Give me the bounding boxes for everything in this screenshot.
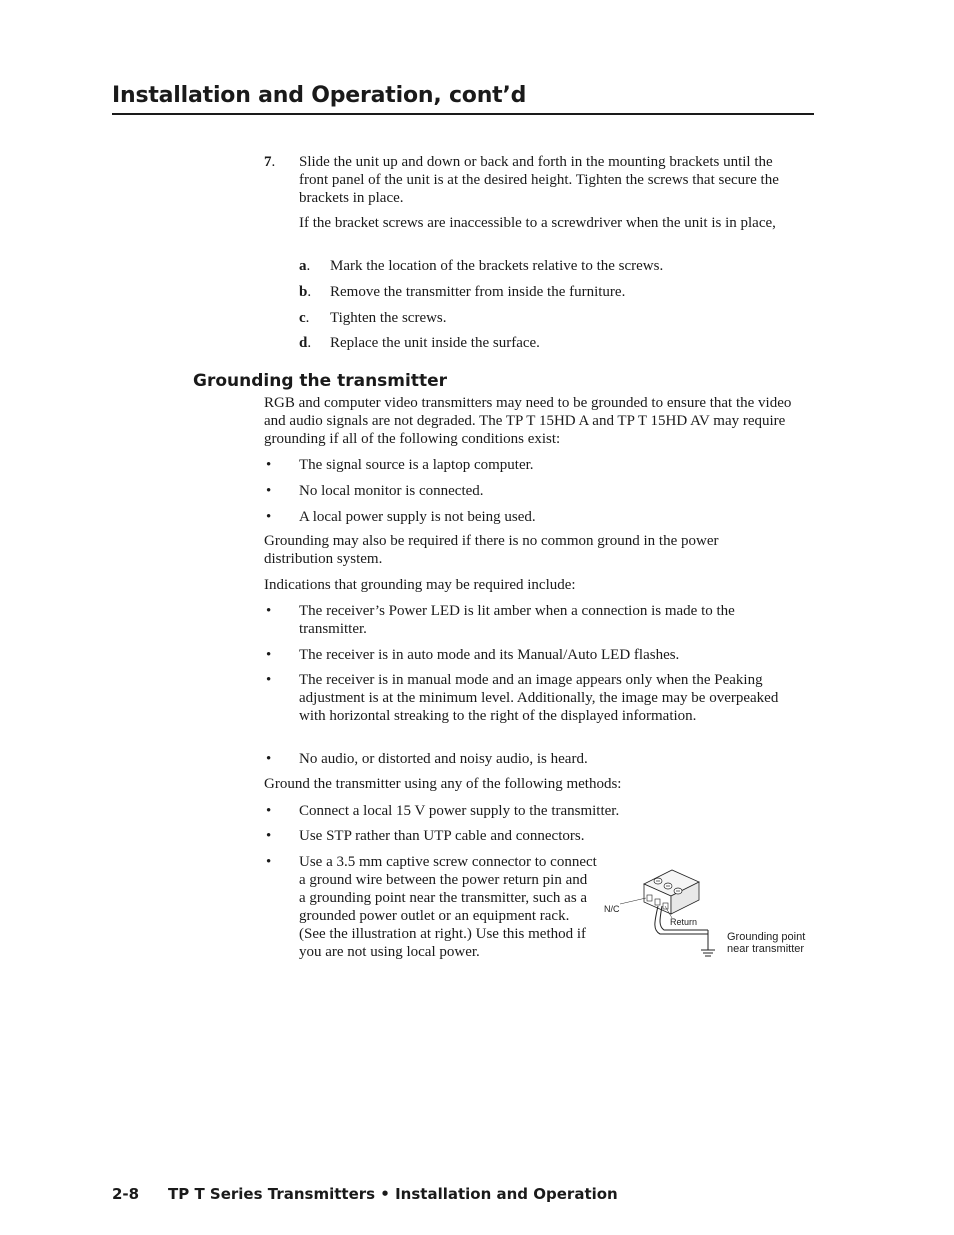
substep-letter: d. <box>299 335 312 351</box>
list-item: Use STP rather than UTP cable and connectors. <box>299 828 585 844</box>
also-paragraph: Grounding may also be required if there is no common ground in the power distribution system. <box>264 533 719 567</box>
bullet: • <box>266 509 272 525</box>
list-item: The receiver is in manual mode and an image appears only when the Peaking adjustment is at the minimum level. Additionally, the image may be overpeaked with horizontal streaking to the right of the displayed information. <box>299 672 779 724</box>
list-item: A local power supply is not being used. <box>299 509 536 525</box>
bullet: • <box>266 803 272 819</box>
list-item: The receiver’s Power LED is lit amber when a connection is made to the transmitter. <box>299 603 735 637</box>
methods-intro: Ground the transmitter using any of the following methods: <box>264 776 622 792</box>
ground-wire <box>655 906 708 950</box>
list-item: Use a 3.5 mm captive screw connector to connect a ground wire between the power return pin and a grounding point near the transmitter, such as a grounded power outlet or an equipment rack. (See the illustration at right.) Use this method if you are not using local power. <box>299 854 597 960</box>
bullet: • <box>266 751 272 767</box>
bullet: • <box>266 828 272 844</box>
bullet: • <box>266 483 272 499</box>
intro-paragraph: RGB and computer video transmitters may need to be grounded to ensure that the video and audio signals are not degraded. The TP T 15HD A and TP T 15HD AV may require grounding if all of the following conditions exist: <box>264 395 792 447</box>
substep-text: Replace the unit inside the surface. <box>330 335 540 351</box>
label-nc: N/C <box>604 904 620 914</box>
list-item: No local monitor is connected. <box>299 483 484 499</box>
list-item: The receiver is in auto mode and its Manual/Auto LED flashes. <box>299 647 680 663</box>
substep-text: Mark the location of the brackets relative to the screws. <box>330 258 664 274</box>
substep-letter: c. <box>299 310 310 326</box>
list-item: Connect a local 15 V power supply to the transmitter. <box>299 803 620 819</box>
bullet: • <box>266 854 272 870</box>
bullet: • <box>266 647 272 663</box>
step-number: 7. <box>264 154 276 170</box>
label-grounding-point: Grounding point <box>727 931 806 943</box>
bullet: • <box>266 457 272 473</box>
page-number: 2-8 <box>112 1185 140 1203</box>
step-text: Slide the unit up and down or back and forth in the mounting brackets until the front panel of the unit is at the desired height. Tighten the screws that secure the brackets in place. <box>299 154 779 206</box>
captive-screw-connector-icon <box>644 870 699 914</box>
bullet: • <box>266 672 272 688</box>
list-item: The signal source is a laptop computer. <box>299 457 534 473</box>
label-return: Return <box>670 917 698 927</box>
substep-letter: a. <box>299 258 311 274</box>
substep-text: Tighten the screws. <box>330 310 447 326</box>
page-title: Installation and Operation, cont’d <box>112 83 527 108</box>
list-item: No audio, or distorted and noisy audio, is heard. <box>299 751 588 767</box>
step-note: If the bracket screws are inaccessible to a screwdriver when the unit is in place, <box>299 215 776 231</box>
ground-symbol-icon <box>701 950 715 956</box>
substep-letter: b. <box>299 284 312 300</box>
bullet: • <box>266 603 272 619</box>
section-heading: Grounding the transmitter <box>193 371 447 391</box>
footer-title: TP T Series Transmitters • Installation and Operation <box>168 1185 618 1203</box>
substep-text: Remove the transmitter from inside the furniture. <box>330 284 626 300</box>
label-grounding-point-2: near transmitter <box>727 943 805 955</box>
indications-intro: Indications that grounding may be required include: <box>264 577 576 593</box>
grounding-connector-illustration <box>600 862 820 962</box>
title-divider <box>112 113 814 115</box>
